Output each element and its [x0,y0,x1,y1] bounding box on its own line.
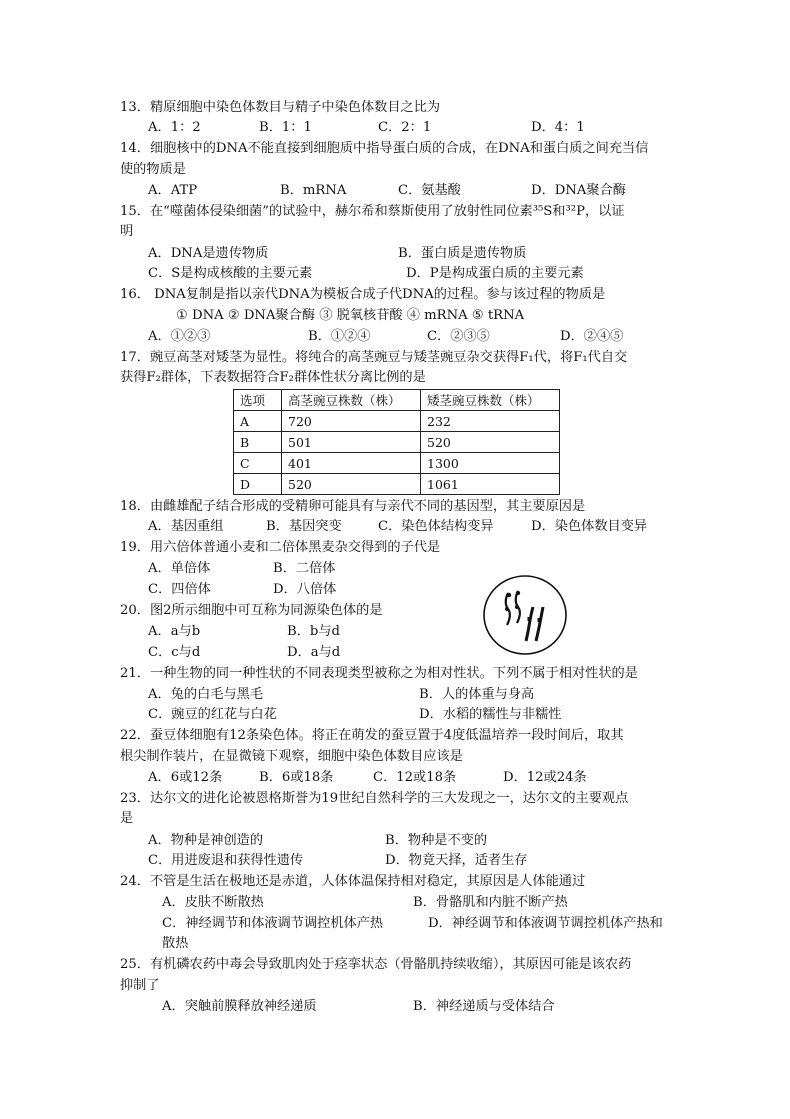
q22-option-c: C．12或18条 [373,770,457,785]
q13-option-a: A．1：2 [148,120,201,135]
q15-option-c: C．S是构成核酸的主要元素 [148,266,313,281]
q21-option-c: C．豌豆的红花与白花 [148,707,277,722]
q24-option-a: A．皮肤不断散热 [162,895,264,910]
q16-option-b: B．①②④ [308,329,371,344]
question-20-stem: 20．图2所示细胞中可互称为同源染色体的是 [120,603,383,618]
table-cell: 232 [421,411,560,432]
table-row [234,453,560,474]
question-23-stem: 23．达尔文的进化论被恩格斯誉为19世纪自然科学的三大发现之一，达尔文的主要观点 [120,791,629,806]
question-17-stem: 17．豌豆高茎对矮茎为显性。将纯合的高茎豌豆与矮茎豌豆杂交获得F₁代，将F₁代自交 [120,350,628,365]
table-cell: D [234,474,282,495]
table-cell: 520 [282,474,421,495]
question-15-stem: 15．在“噬菌体侵染细菌”的试验中，赫尔希和蔡斯使用了放射性同位素³⁵S和³²P，以证 [120,204,625,219]
question-23-stem-cont: 是 [120,811,134,826]
q19-option-b: B．二倍体 [273,561,336,576]
question-13-stem: 13．精原细胞中染色体数目与精子中染色体数目之比为 [120,100,441,115]
question-22-stem: 22．蚕豆体细胞有12条染色体。将正在萌发的蚕豆置于4度低温培养一段时间后，取其 [120,728,624,743]
q18-option-d: D．染色体数目变异 [531,519,648,534]
q13-option-b: B．1：1 [259,120,312,135]
table-cell: 1061 [421,474,560,495]
q24-option-c: C．神经调节和体液调节调控机体产热 [162,916,384,931]
question-22-stem-cont: 根尖制作装片，在显微镜下观察，细胞中染色体数目应该是 [120,749,463,764]
q22-option-d: D．12或24条 [503,770,587,785]
question-25-stem-cont: 抑制了 [120,978,160,993]
q18-option-a: A．基因重组 [148,519,224,534]
q24-option-b: B．骨骼肌和内脏不断产热 [413,895,568,910]
question-14-stem-cont: 使的物质是 [120,162,186,177]
question-17-stem-cont: 获得F₂群体，下表数据符合F₂群体性状分离比例的是 [120,370,426,385]
table-cell: A [234,411,282,432]
q20-option-d: D．a与d [287,645,341,660]
chromosome-b [515,591,520,623]
table-header-cell: 高茎豌豆株数（株） [282,390,421,411]
cell-membrane [484,576,566,654]
q18-option-b: B．基因突变 [266,519,342,534]
table-cell: 720 [282,411,421,432]
q22-option-b: B．6或18条 [259,770,334,785]
q24-option-d-cont: 散热 [162,936,189,951]
table-cell: B [234,432,282,453]
question-14-stem: 14．细胞核中的DNA不能直接到细胞质中指导蛋白质的合成，在DNA和蛋白质之间充当信 [120,141,649,156]
table-header-row [234,390,560,411]
q13-option-c: C．2：1 [378,120,432,135]
question-21-stem: 21．一种生物的同一种性状的不同表现类型被称之为相对性状。下列不属于相对性状的是 [120,666,638,681]
q23-option-d: D．物竟天择，适者生存 [385,853,528,868]
q20-option-c: C．c与d [148,645,201,660]
q23-option-c: C．用进废退和获得性遗传 [148,853,304,868]
q15-option-a: A．DNA是遗传物质 [148,246,269,261]
q14-option-c: C．氨基酸 [398,183,461,198]
table-row [234,411,560,432]
q13-option-d: D．4：1 [531,120,585,135]
q25-option-a: A．突触前膜释放神经递质 [162,999,317,1014]
table-cell: 1300 [421,453,560,474]
q18-option-c: C．染色体结构变异 [378,519,494,534]
q15-option-d: D．P是构成蛋白质的主要元素 [406,266,584,281]
q16-option-c: C．②③⑤ [427,329,490,344]
table-row [234,432,560,453]
table-header-cell: 矮茎豌豆株数（株） [421,390,560,411]
q16-option-d: D．②④⑤ [560,329,624,344]
q22-option-a: A．6或12条 [148,770,223,785]
q14-option-b: B．mRNA [280,183,347,198]
question-16-substances: ① DNA ② DNA聚合酶 ③ 脱氧核苷酸 ④ mRNA ⑤ tRNA [176,308,525,323]
q23-option-a: A．物种是神创造的 [148,833,264,848]
question-16-stem: 16． DNA复制是指以亲代DNA为模板合成子代DNA的过程。参与该过程的物质是 [120,287,606,302]
q15-option-b: B．蛋白质是遗传物质 [398,246,527,261]
q21-option-b: B．人的体重与身高 [419,687,535,702]
q19-option-c: C．四倍体 [148,582,211,597]
cell-chromosome-figure [481,573,569,657]
chromosome-d [536,607,543,641]
table-cell: C [234,453,282,474]
q19-option-d: D．八倍体 [273,582,337,597]
q20-option-a: A．a与b [148,624,201,639]
q19-option-a: A．单倍体 [148,561,211,576]
q14-option-a: A．ATP [148,183,198,198]
q21-option-d: D．水稻的糯性与非糯性 [419,707,562,722]
q24-option-d: D．神经调节和体液调节调控机体产热和 [428,916,663,931]
q23-option-b: B．物种是不变的 [385,833,488,848]
table-cell: 501 [282,432,421,453]
question-18-stem: 18．由雌雄配子结合形成的受精卵可能具有与亲代不同的基因型，其主要原因是 [120,499,586,514]
q25-option-b: B．神经递质与受体结合 [413,999,555,1014]
question-19-stem: 19．用六倍体普通小麦和二倍体黑麦杂交得到的子代是 [120,540,441,555]
q20-option-b: B．b与d [287,624,340,639]
question-25-stem: 25．有机磷农药中毒会导致肌肉处于痉挛状态（骨骼肌持续收缩），其原因可能是该农药 [120,957,632,972]
chromosome-a [505,593,511,625]
table-cell: 520 [421,432,560,453]
table-header-cell: 选项 [234,390,282,411]
table-row [234,474,560,495]
q21-option-a: A．兔的白毛与黑毛 [148,687,264,702]
plant-count-table [233,389,560,495]
q14-option-d: D．DNA聚合酶 [531,183,626,198]
q16-option-a: A．①②③ [148,329,211,344]
table-cell: 401 [282,453,421,474]
question-15-stem-cont: 明 [120,224,134,239]
chromosome-c [526,607,533,641]
question-24-stem: 24．不管是生活在极地还是赤道，人体体温保持相对稳定，其原因是人体能通过 [120,874,586,889]
